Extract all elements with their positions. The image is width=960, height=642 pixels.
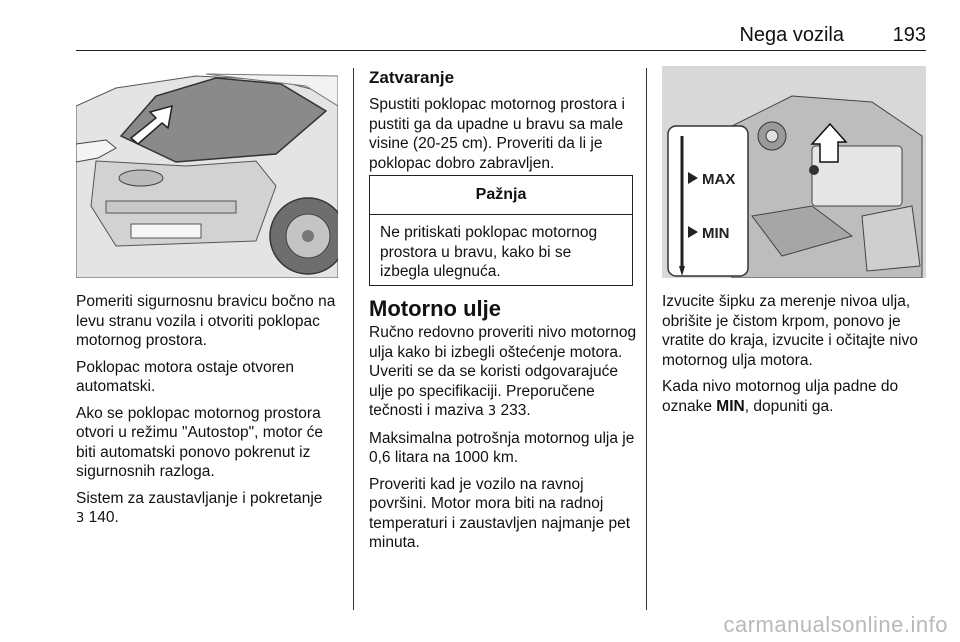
column-divider-left — [353, 68, 354, 610]
paragraph-text: , dopuniti ga. — [744, 397, 834, 415]
hood-illustration — [76, 66, 338, 278]
column-divider-right — [646, 68, 647, 610]
paragraph: Poklopac motora ostaje otvoren automatski. — [76, 358, 294, 395]
left-column-text — [76, 292, 344, 536]
right-column-text — [662, 292, 928, 423]
notice-body: Ne pritiskati poklopac motornog prostora u bravu, kako bi se izbegla ulegnuća. — [380, 224, 598, 280]
paragraph-with-bold — [662, 377, 928, 416]
page-reference-icon: 3 — [487, 404, 497, 419]
paragraph-text: Kada nivo motornog ulja padne do oznake — [662, 378, 899, 415]
paragraph: Izvucite šipku za merenje nivoa ulja, obrišite je čistom krpom, ponovo je vratite do kraja, izvucite i očitajte nivo motornog ulja motora. — [662, 293, 918, 369]
paragraph-with-reference — [76, 489, 344, 529]
paragraph: Maksimalna potrošnja motornog ulja je 0,6 litara na 1000 km. — [369, 429, 635, 466]
subheading-closing: Zatvaranje — [369, 68, 455, 87]
page-reference-link[interactable]: 233. — [496, 402, 531, 419]
paragraph-text: Ručno redovno proveriti nivo motornog ulja kako bi izbegli oštećenje motora. Uveriti se da se koristi odgovarajuće ulje po specifikaciji. Preporučene tečnosti i maziva — [369, 324, 637, 419]
page-reference-icon: 3 — [76, 511, 85, 526]
page-reference-link[interactable]: 140. — [84, 509, 119, 526]
section-title: Nega vozila — [739, 24, 844, 46]
page-header — [76, 22, 926, 51]
closing-instructions — [369, 95, 635, 180]
dipstick-max-label: MAX — [702, 171, 736, 188]
watermark: carmanualsonline.info — [723, 612, 948, 637]
paragraph-text: Sistem za zaustavljanje i pokretanje — [76, 489, 323, 507]
caution-notice — [369, 175, 633, 286]
paragraph: Pomeriti sigurnosnu bravicu bočno na levu stranu vozila i otvoriti poklopac motornog prostora. — [76, 293, 336, 349]
paragraph: Proveriti kad je vozilo na ravnoj površini. Motor mora biti na radnoj temperaturi i zaustavljen najmanje pet minuta. — [369, 475, 631, 551]
paragraph: Spustiti poklopac motornog prostora i pustiti ga da upadne u bravu sa male visine (20-25 cm). Proveriti da li je poklopac dobro zabravljen. — [369, 96, 625, 172]
heading-engine-oil: Motorno ulje — [369, 296, 501, 321]
dipstick-min-label: MIN — [702, 225, 730, 242]
engine-oil-text — [369, 323, 637, 560]
page-number: 193 — [892, 24, 926, 46]
notice-title: Pažnja — [370, 176, 632, 215]
min-mark-text: MIN — [716, 397, 745, 415]
paragraph-with-reference — [369, 323, 637, 422]
paragraph: Ako se poklopac motornog prostora otvori u režimu "Autostop", motor će biti automatski ponovo pokrenut iz sigurnosnih razloga. — [76, 404, 324, 480]
dipstick-illustration — [662, 66, 926, 278]
